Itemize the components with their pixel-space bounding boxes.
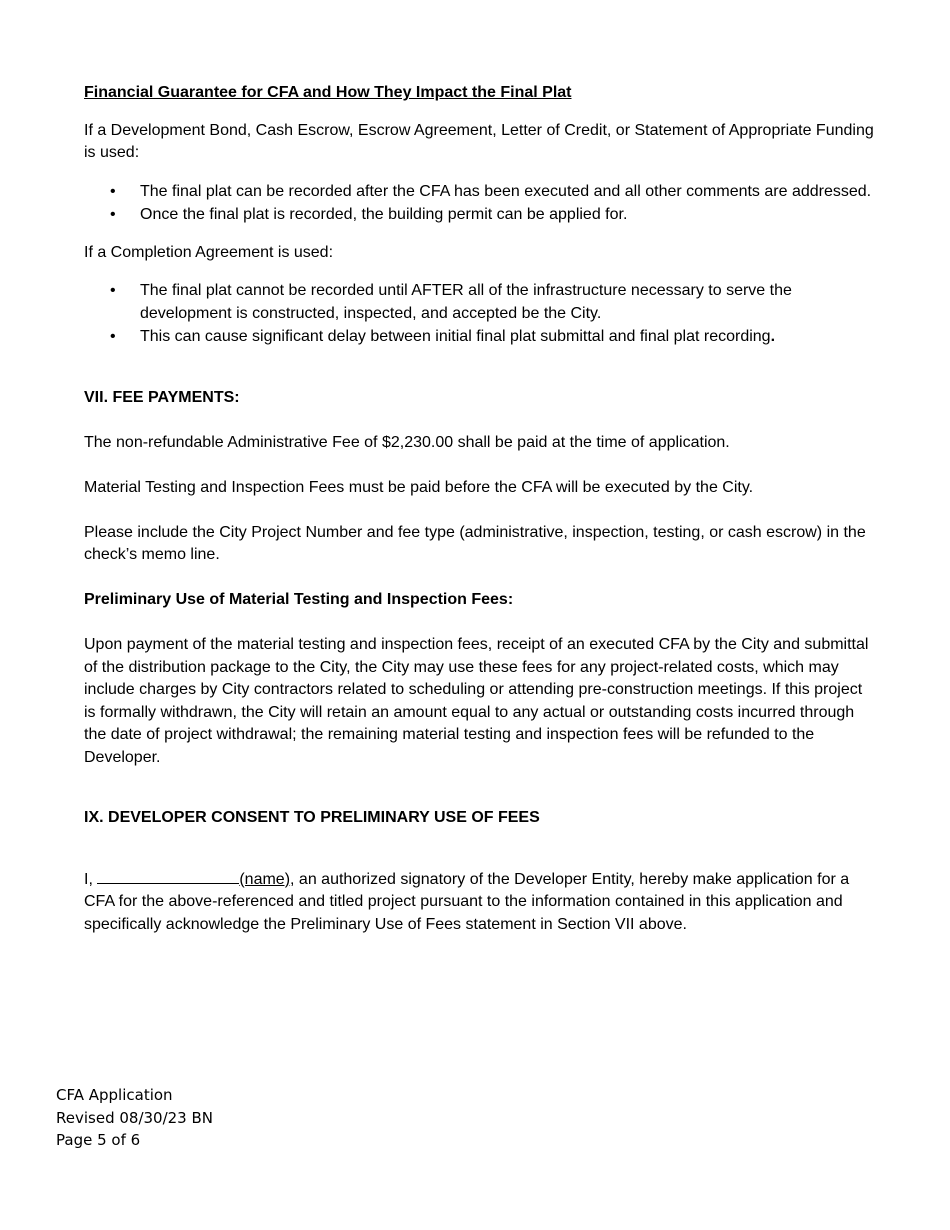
developer-consent-paragraph — [84, 868, 874, 937]
bond-bullet-list — [84, 181, 874, 227]
bullet-glyph: • — [110, 328, 116, 345]
bullet-glyph: • — [110, 206, 116, 223]
bullet-glyph: • — [110, 182, 116, 200]
preliminary-use-paragraph: Upon payment of the material testing and inspection fees, receipt of an executed CFA by the City and submittal of the distribution package to the City, the City may use these fees for any project-related costs, which may include charges by City contractors related to scheduling or attending pre-construction meetings. If this project is formally withdrawn, the City will retain an amount equal to any actual or outstanding costs incurred through the date of project withdrawal; the remaining material testing and inspection fees will be refunded to the Developer. — [84, 636, 869, 766]
fee-payments-heading: VII. FEE PAYMENTS: — [84, 388, 240, 406]
footer-form-name: CFA Application — [56, 1086, 173, 1104]
footer-page-number: Page 5 of 6 — [56, 1131, 141, 1149]
memo-line-paragraph: Please include the City Project Number and fee type (administrative, inspection, testing, or cash escrow) in the check’s memo line. — [84, 523, 866, 563]
preliminary-use-heading: Preliminary Use of Material Testing and Inspection Fees: — [84, 591, 514, 608]
consent-prefix: I, — [84, 870, 93, 888]
testing-fees-paragraph: Material Testing and Inspection Fees must be paid before the CFA will be executed by the City. — [84, 478, 754, 496]
list-item — [84, 326, 874, 349]
list-item — [84, 181, 874, 204]
developer-consent-heading: IX. DEVELOPER CONSENT TO PRELIMINARY USE OF FEES — [84, 809, 540, 826]
list-item — [84, 280, 874, 325]
page-footer — [56, 1084, 213, 1152]
completion-bullet-list — [84, 280, 874, 349]
completion-intro-paragraph: If a Completion Agreement is used: — [84, 243, 334, 261]
bond-bullet-text: The final plat can be recorded after the CFA has been executed and all other comments are addressed. — [140, 182, 872, 200]
bond-bullet-text: Once the final plat is recorded, the building permit can be applied for. — [140, 206, 628, 223]
consent-body: , an authorized signatory of the Developer Entity, hereby make application for a CFA for the above-referenced and titled project pursuant to the information contained in this application and specifically acknowledge the Preliminary Use of Fees statement in Section VII above. — [84, 870, 850, 933]
list-item — [84, 204, 874, 227]
bullet-glyph: • — [110, 282, 116, 299]
document-page — [84, 82, 874, 936]
bullet-end-period: . — [770, 328, 776, 345]
completion-bullet-text: The final plat cannot be recorded until AFTER all of the infrastructure necessary to serve the development is constructed, inspected, and accepted be the City. — [140, 282, 792, 322]
name-signature-blank[interactable] — [97, 868, 239, 884]
name-label: (name) — [239, 870, 291, 888]
admin-fee-paragraph: The non-refundable Administrative Fee of $2,230.00 shall be paid at the time of application. — [84, 433, 730, 451]
bond-intro-paragraph: If a Development Bond, Cash Escrow, Escrow Agreement, Letter of Credit, or Statement of Appropriate Funding is used: — [84, 121, 874, 161]
footer-revision: Revised 08/30/23 BN — [56, 1108, 214, 1127]
completion-bullet-text: This can cause significant delay between initial final plat submittal and final plat recording — [140, 328, 771, 345]
financial-guarantee-heading: Financial Guarantee for CFA and How They Impact the Final Plat — [84, 84, 572, 101]
